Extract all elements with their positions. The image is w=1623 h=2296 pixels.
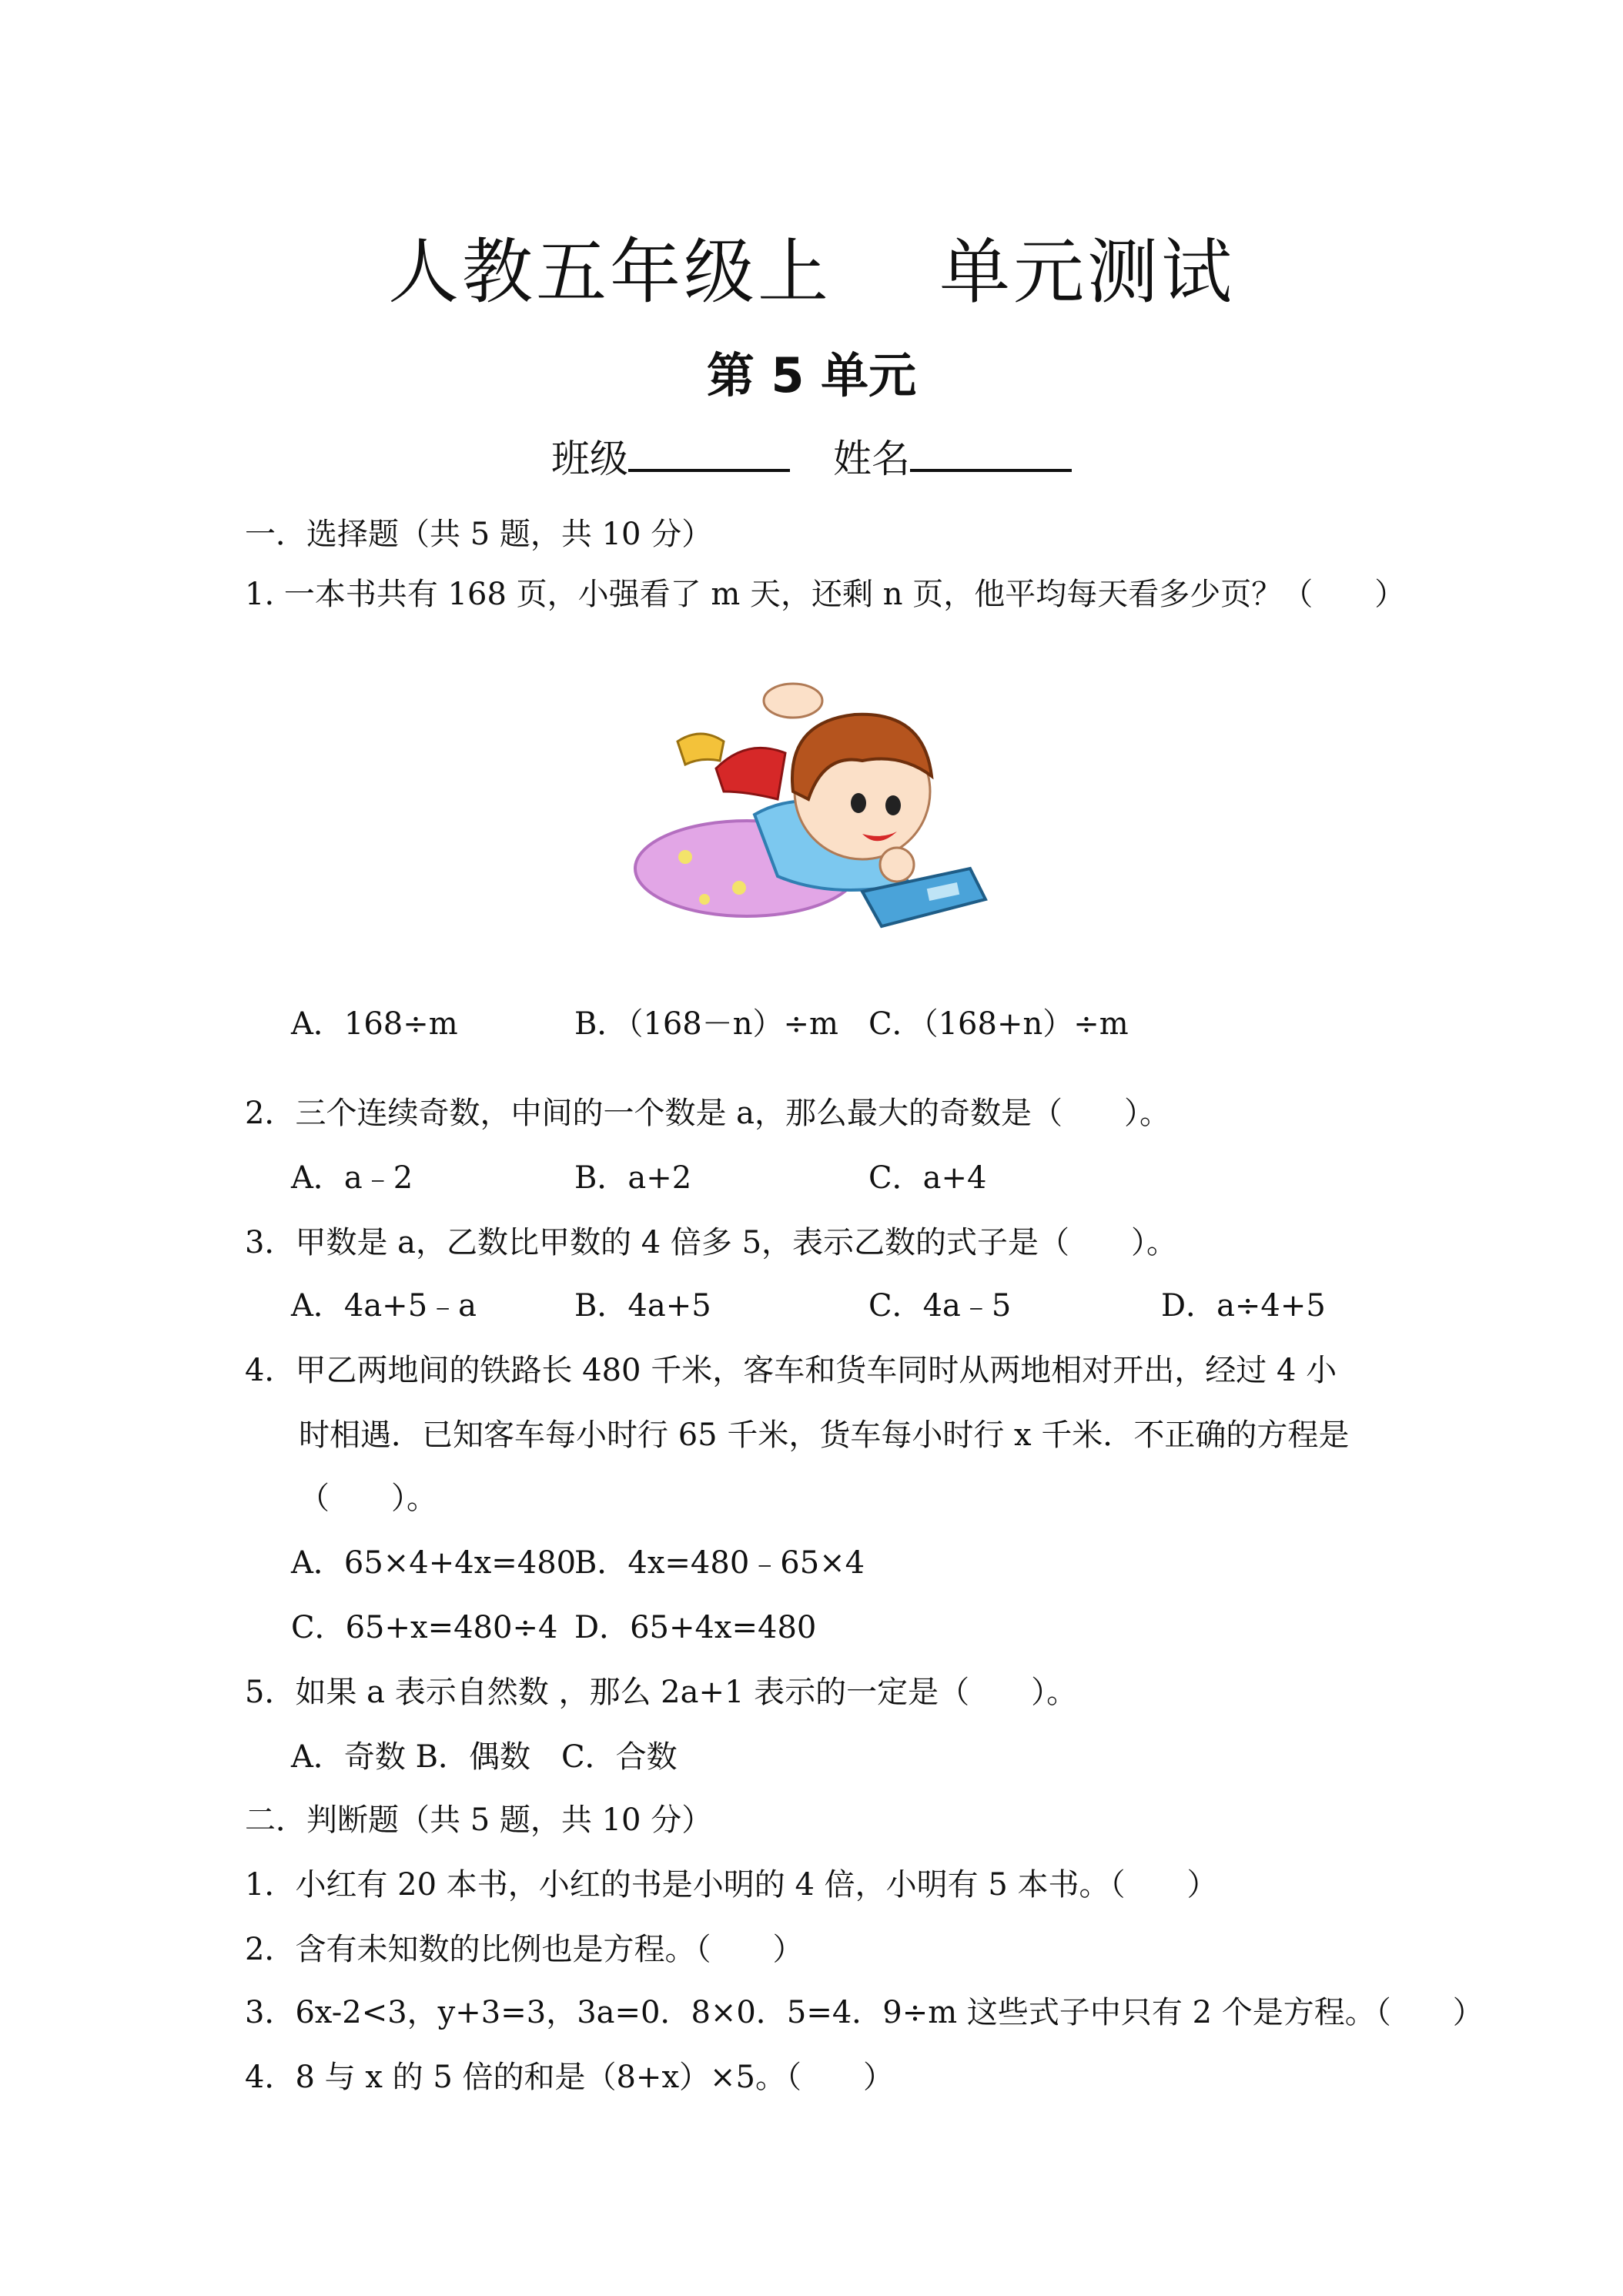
boy-reading-book-icon	[631, 668, 993, 953]
q3-option-c[interactable]: C．4a﹣5	[868, 1288, 1012, 1324]
title-left: 人教五年级上	[387, 231, 832, 313]
title-right: 单元测试	[939, 231, 1236, 313]
tf-q2: 2．含有未知数的比例也是方程。（ ）	[245, 1932, 804, 1967]
tf-q4: 4．8 与 x 的 5 倍的和是（8+x）×5。（ ）	[245, 2060, 894, 2095]
q1-text: 1. 一本书共有 168 页，小强看了 m 天，还剩 n 页，他平均每天看多少页？（ ）	[245, 577, 1406, 612]
q4-line1: 4．甲乙两地间的铁路长 480 千米，客车和货车同时从两地相对开出，经过 4 小	[245, 1353, 1337, 1388]
q1-option-a[interactable]: A．168÷m	[291, 1006, 458, 1042]
q1-option-b[interactable]: B．（168－n）÷m	[574, 1006, 838, 1042]
name-blank[interactable]	[910, 433, 1072, 472]
name-label: 姓名	[833, 437, 910, 481]
student-info-line	[0, 428, 1623, 484]
q2-option-a[interactable]: A．a﹣2	[291, 1160, 413, 1196]
q4-option-d[interactable]: D．65+4x=480	[574, 1610, 817, 1645]
page-title	[0, 216, 1623, 317]
q5-text: 5．如果 a 表示自然数 ，那么 2a+1 表示的一定是（ ）。	[245, 1675, 1078, 1710]
q3-option-d[interactable]: D．a÷4+5	[1161, 1288, 1326, 1324]
q4-line3: （ ）。	[299, 1481, 437, 1516]
q3-option-b[interactable]: B．4a+5	[574, 1288, 711, 1324]
q1-option-c[interactable]: C．（168+n）÷m	[868, 1006, 1129, 1042]
class-label: 班级	[551, 437, 628, 481]
section2-heading: 二．判断题（共 5 题，共 10 分）	[245, 1802, 713, 1838]
q4-option-b[interactable]: B．4x=480﹣65×4	[574, 1545, 865, 1581]
unit-subtitle: 第 5 单元	[706, 347, 917, 403]
q4-option-a[interactable]: A．65×4+4x=480	[291, 1545, 577, 1581]
q2-option-c[interactable]: C．a+4	[868, 1160, 987, 1196]
q3-text: 3．甲数是 a，乙数比甲数的 4 倍多 5，表示乙数的式子是（ ）。	[245, 1225, 1178, 1260]
section1-heading: 一．选择题（共 5 题，共 10 分）	[245, 517, 713, 552]
tf-q1: 1．小红有 20 本书，小红的书是小明的 4 倍，小明有 5 本书。（ ）	[245, 1867, 1218, 1903]
q4-option-c[interactable]: C．65+x=480÷4	[291, 1610, 558, 1645]
q2-option-b[interactable]: B．a+2	[574, 1160, 692, 1196]
tf-q3: 3．6x-2<3，y+3=3，3a=0．8×0．5=4．9÷m 这些式子中只有 2 个是方程。（ ）	[245, 1995, 1484, 2030]
class-blank[interactable]	[628, 433, 790, 472]
q3-option-a[interactable]: A．4a+5﹣a	[291, 1288, 477, 1324]
q4-line2: 时相遇．已知客车每小时行 65 千米，货车每小时行 x 千米．不正确的方程是	[299, 1417, 1350, 1453]
q5-options[interactable]: A．奇数 B．偶数 C．合数	[291, 1739, 678, 1775]
q2-text: 2．三个连续奇数，中间的一个数是 a，那么最大的奇数是（ ）。	[245, 1096, 1171, 1131]
